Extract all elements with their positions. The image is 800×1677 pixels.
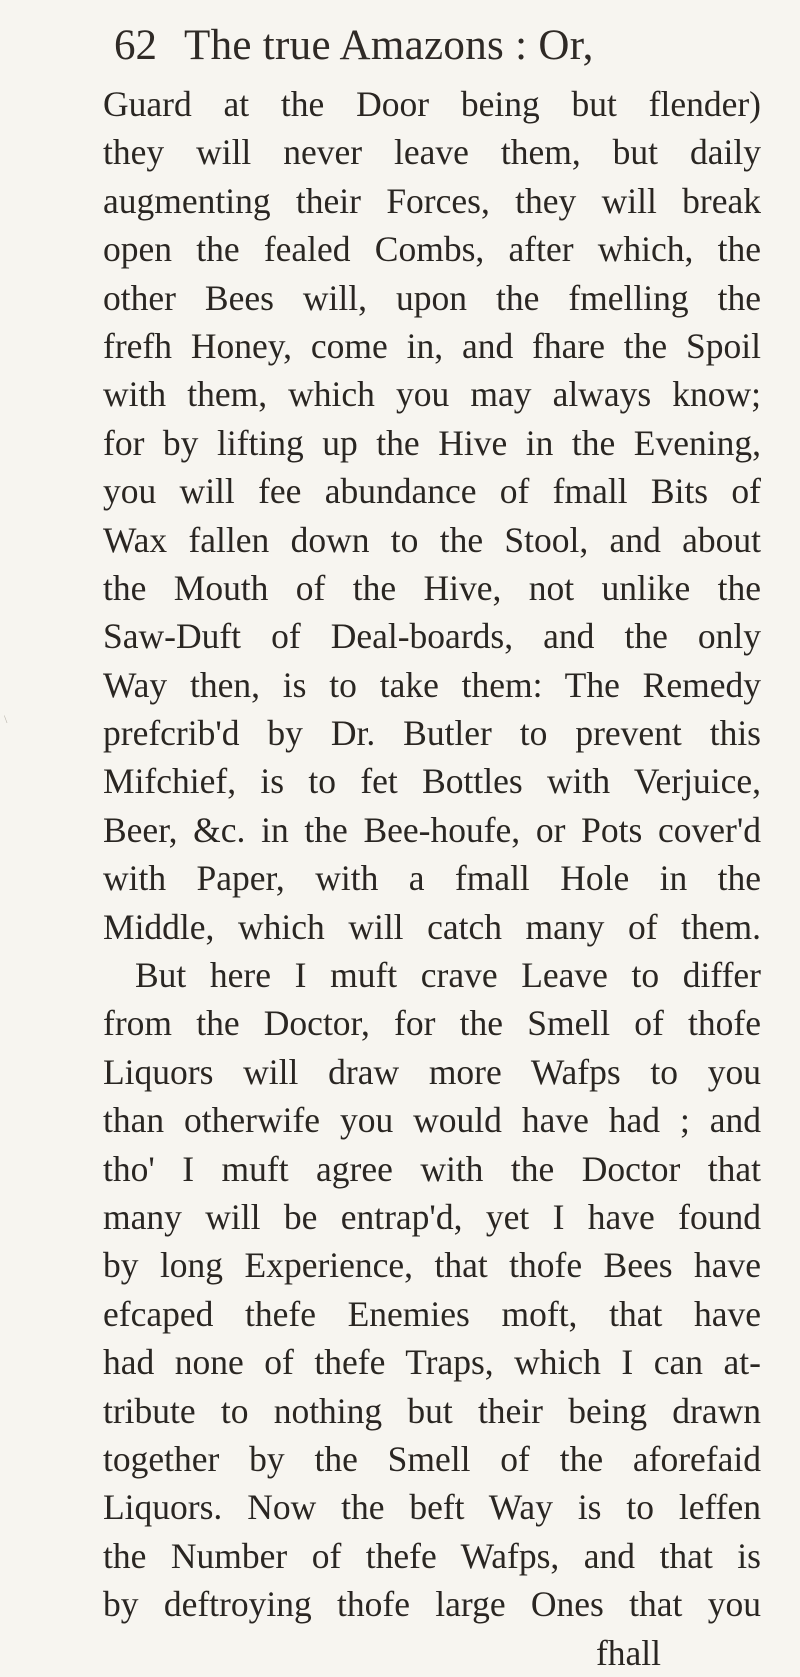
text-line: Beer, &c. in the Bee-houfe, or Pots cover'd (103, 809, 761, 850)
text-line: together by the Smell of the aforefaid (103, 1438, 761, 1479)
text-line: the Mouth of the Hive, not unlike the (103, 567, 761, 608)
text-line: But here I muft crave Leave to differ (135, 955, 761, 996)
text-line: the Number of thefe Wafps, and that is (103, 1535, 761, 1576)
text-line: than otherwife you would have had ; and (103, 1100, 761, 1141)
text-line: open the fealed Combs, after which, the (103, 229, 761, 270)
text-line: Wax fallen down to the Stool, and about (103, 519, 761, 560)
text-line: you will fee abundance of fmall Bits of (103, 471, 761, 512)
text-line: Liquors will draw more Wafps to you (103, 1051, 761, 1092)
text-line: prefcrib'd by Dr. Butler to prevent this (103, 713, 761, 754)
text-line: Way then, is to take them: The Remedy (103, 664, 761, 705)
text-line: from the Doctor, for the Smell of thofe (103, 1003, 761, 1044)
text-line: augmenting their Forces, they will break (103, 180, 761, 221)
text-line: for by lifting up the Hive in the Evening, (103, 422, 761, 463)
text-line: with Paper, with a fmall Hole in the (103, 858, 761, 899)
text-line: tho' I muft agree with the Doctor that (103, 1148, 761, 1189)
body-text (103, 80, 761, 1677)
page-number: 62 (114, 22, 157, 69)
text-line: many will be entrap'd, yet I have found (103, 1196, 761, 1237)
text-line: other Bees will, upon the fmelling the (103, 277, 761, 318)
text-line: frefh Honey, come in, and fhare the Spoil (103, 325, 761, 366)
text-line: by long Experience, that thofe Bees have (103, 1245, 761, 1286)
catchword: fhall (595, 1632, 661, 1673)
text-line: Mifchief, is to fet Bottles with Verjuice, (103, 761, 761, 802)
text-line: had none of thefe Traps, which I can at- (103, 1342, 761, 1383)
text-line: by deftroying thofe large Ones that you (103, 1584, 761, 1625)
text-line: Saw-Duft of Deal-boards, and the only (103, 616, 761, 657)
page-header (114, 18, 774, 74)
text-line: efcaped thefe Enemies moft, that have (103, 1293, 761, 1334)
text-line: they will never leave them, but daily (103, 132, 761, 173)
margin-mark: \ (4, 712, 8, 726)
text-line: Guard at the Door being but flender) (103, 84, 761, 124)
running-title: The true Amazons : Or, (184, 22, 594, 69)
text-line: Liquors. Now the beft Way is to leffen (103, 1487, 761, 1528)
text-line: tribute to nothing but their being drawn (103, 1390, 761, 1431)
text-line: Middle, which will catch many of them. (103, 906, 761, 947)
text-line: with them, which you may always know; (103, 374, 761, 415)
